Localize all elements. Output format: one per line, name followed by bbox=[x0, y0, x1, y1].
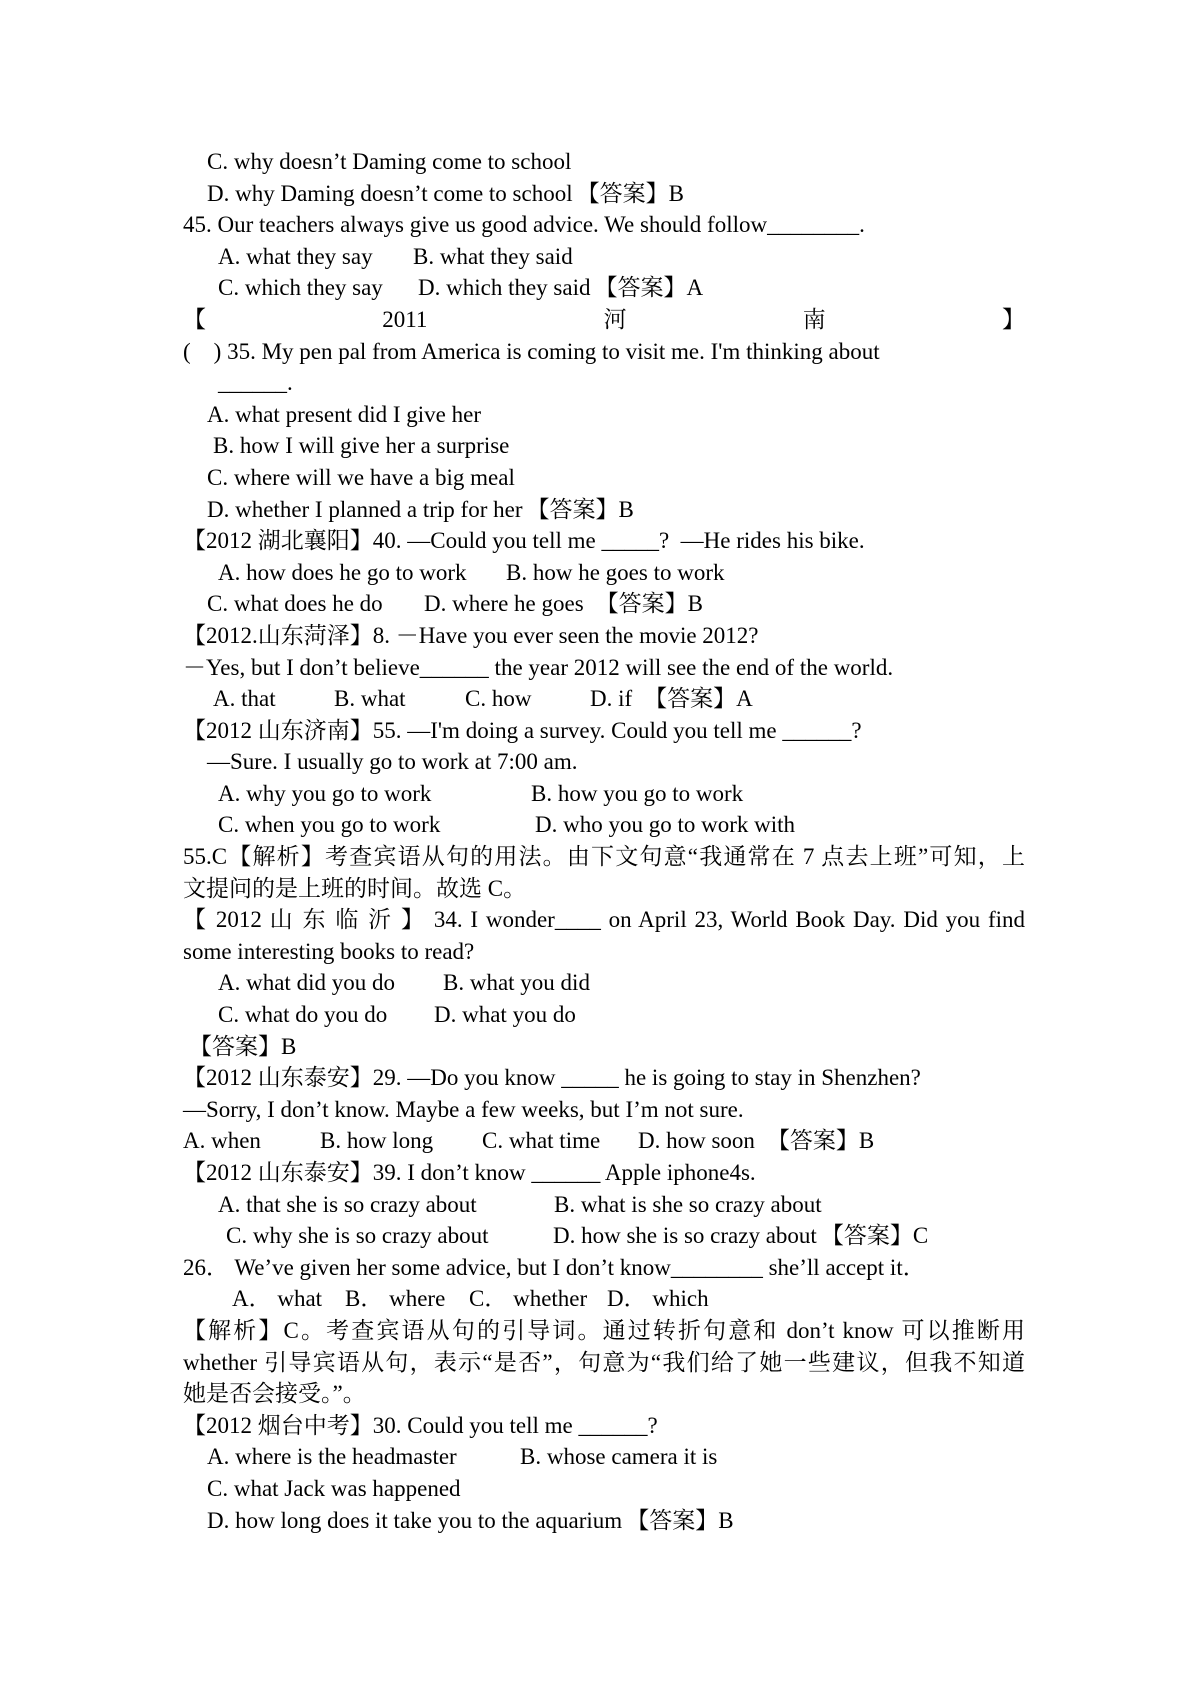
question-stem: 【2012 烟台中考】30. Could you tell me ______? bbox=[183, 1412, 658, 1438]
answer-key: 【答案】A bbox=[644, 686, 753, 712]
question-30-option-row-c bbox=[0, 1473, 1200, 1505]
option-d: D. what you do bbox=[434, 1002, 576, 1028]
dialogue-reply: —Sorry, I don’t know. Maybe a few weeks, but I’m not sure. bbox=[183, 1096, 744, 1122]
option-c: C. where will we have a big meal bbox=[207, 464, 515, 490]
option-c: C． whether bbox=[469, 1286, 588, 1312]
option-b: B. what bbox=[334, 686, 406, 712]
source-year: 2011 bbox=[382, 306, 428, 332]
question-35-option-row-d bbox=[0, 494, 1200, 526]
question-45-stem-row bbox=[0, 209, 1200, 241]
option-d-text: D. if bbox=[590, 686, 633, 712]
question-29-options bbox=[0, 1125, 1200, 1157]
option-d bbox=[207, 494, 634, 526]
dialogue-reply: —Sure. I usually go to work at 7:00 am. bbox=[207, 749, 578, 775]
question-55-stem-row bbox=[0, 715, 1200, 747]
question-34-answer-row bbox=[0, 1031, 1200, 1063]
option-c: C. why she is so crazy about bbox=[226, 1223, 489, 1249]
question-26-stem-row bbox=[0, 1252, 1200, 1284]
question-39-options-ab bbox=[0, 1189, 1200, 1221]
option-d-text: D. where he goes bbox=[424, 591, 584, 617]
option-d bbox=[424, 588, 703, 620]
question-34-stem-row-2 bbox=[0, 936, 1200, 968]
option-d-text: D. how soon bbox=[638, 1128, 755, 1154]
question-30-option-row-d bbox=[0, 1505, 1200, 1537]
option-c: C. what Jack was happened bbox=[207, 1475, 461, 1501]
question-40-stem-row bbox=[0, 525, 1200, 557]
question-29-stem-row bbox=[0, 1062, 1200, 1094]
option-c: C. which they say bbox=[218, 275, 383, 301]
option-c: C. what do you do bbox=[218, 1002, 388, 1028]
option-a: A. where is the headmaster bbox=[207, 1444, 457, 1470]
option-d: D． which bbox=[607, 1286, 709, 1312]
source-label bbox=[183, 304, 1025, 336]
option-d: D. who you go to work with bbox=[535, 812, 796, 838]
answer-key: 【答案】B bbox=[595, 591, 704, 617]
option-c: C. what time bbox=[482, 1128, 601, 1154]
option-c: C. why doesn’t Daming come to school bbox=[207, 149, 572, 174]
option-b: B. whose camera it is bbox=[520, 1444, 718, 1470]
option-b: B. how he goes to work bbox=[506, 559, 725, 585]
option-d bbox=[553, 1220, 928, 1252]
question-45-options-ab bbox=[0, 241, 1200, 273]
question-55-options-cd bbox=[0, 809, 1200, 841]
question-26-analysis-row-2 bbox=[0, 1347, 1200, 1379]
question-26-options bbox=[0, 1283, 1200, 1315]
question-34-options-cd bbox=[0, 999, 1200, 1031]
question-35-option-row-b bbox=[0, 430, 1200, 462]
option-d-text: D. how she is so crazy about bbox=[553, 1223, 817, 1249]
question-34-options-ab bbox=[0, 967, 1200, 999]
dialogue-reply: －Yes, but I don’t believe______ the year 2012 will see the end of the world. bbox=[183, 654, 894, 680]
source-province-char-1: 河 bbox=[603, 306, 627, 332]
option-b: B. how I will give her a surprise bbox=[213, 433, 510, 459]
question-35-source-row bbox=[0, 304, 1200, 336]
option-b: B. what they said bbox=[413, 243, 573, 269]
question-39-stem-row bbox=[0, 1157, 1200, 1189]
question-30-options-ab bbox=[0, 1441, 1200, 1473]
option-d bbox=[207, 178, 684, 210]
question-stem: 【 2012 山 东 临 沂 】 34. I wonder____ on April 23, World Book Day. Did you find bbox=[183, 907, 1025, 933]
question-55-analysis-row-1 bbox=[0, 841, 1200, 873]
option-d-text: D. why Daming doesn’t come to school bbox=[207, 180, 573, 206]
exercise-list bbox=[0, 146, 1200, 1536]
source-bracket-close: 】 bbox=[1001, 306, 1025, 332]
option-c: C. what does he do bbox=[207, 591, 383, 617]
question-35-option-row-c bbox=[0, 462, 1200, 494]
option-b: B. how long bbox=[320, 1128, 434, 1154]
question-34-stem-row bbox=[0, 904, 1200, 936]
question-stem: 45. Our teachers always give us good advice. We should follow________. bbox=[183, 212, 865, 238]
option-c: C. when you go to work bbox=[218, 812, 441, 838]
option-a: A. that bbox=[213, 686, 276, 712]
option-a: A. that she is so crazy about bbox=[218, 1191, 477, 1217]
question-26-analysis-row-3 bbox=[0, 1378, 1200, 1410]
option-d bbox=[638, 1125, 874, 1157]
analysis-text: 文提问的是上班的时间。故选 C。 bbox=[183, 875, 527, 901]
question-8-options bbox=[0, 683, 1200, 715]
question-35-stem-row bbox=[0, 336, 1200, 368]
option-d bbox=[207, 1505, 734, 1537]
question-stem: 【2012 山东泰安】39. I don’t know ______ Apple iphone4s. bbox=[183, 1160, 756, 1185]
option-d bbox=[590, 683, 753, 715]
question-26-analysis-row-1 bbox=[0, 1315, 1200, 1347]
option-d-text: D. whether I planned a trip for her bbox=[207, 496, 523, 522]
answer-key: 【答案】A bbox=[594, 275, 704, 301]
question-8-stem-row bbox=[0, 620, 1200, 652]
question-45-options-cd bbox=[0, 272, 1200, 304]
question-stem: 【2012.山东菏泽】8. －Have you ever seen the movie 2012? bbox=[183, 622, 759, 648]
option-d-text: D. which they said bbox=[418, 275, 591, 301]
answer-key: 【答案】B bbox=[766, 1128, 875, 1154]
question-30-stem-row bbox=[0, 1410, 1200, 1442]
question-40-options-cd bbox=[0, 588, 1200, 620]
analysis-text: 【解析】C。考查宾语从句的引导词。通过转折句意和 don’t know 可以推断用 bbox=[183, 1317, 1025, 1343]
option-c: C. how bbox=[465, 686, 532, 712]
option-d bbox=[418, 272, 703, 304]
option-a: A. what did you do bbox=[218, 970, 395, 996]
answer-key: 【答案】B bbox=[526, 496, 634, 522]
question-stem: 【2012 山东泰安】29. —Do you know _____ he is going to stay in Shenzhen? bbox=[183, 1065, 921, 1091]
answer-key: 【答案】C bbox=[820, 1223, 929, 1249]
question-44-option-row-d bbox=[0, 178, 1200, 210]
analysis-text: whether 引导宾语从句，表示“是否”，句意为“我们给了她一些建议，但我不知道 bbox=[183, 1349, 1025, 1375]
question-39-options-cd bbox=[0, 1220, 1200, 1252]
option-b: B. what is she so crazy about bbox=[554, 1191, 822, 1217]
analysis-text: 她是否会接受。”。 bbox=[183, 1381, 366, 1407]
question-stem: 26． We’ve given her some advice, but I don’t know________ she’ll accept it． bbox=[183, 1254, 926, 1280]
option-d-text: D. how long does it take you to the aquarium bbox=[207, 1507, 623, 1533]
question-40-options-ab bbox=[0, 557, 1200, 589]
answer-blank: ______. bbox=[218, 370, 293, 396]
question-44-option-row-c bbox=[0, 146, 1200, 178]
option-a: A. when bbox=[183, 1128, 261, 1154]
question-55-analysis-row-2 bbox=[0, 873, 1200, 905]
source-bracket-open: 【 bbox=[183, 306, 206, 332]
answer-key: 【答案】B bbox=[189, 1033, 297, 1059]
answer-key: 【答案】B bbox=[576, 180, 684, 206]
analysis-text: 55.C【解析】考查宾语从句的用法。由下文句意“我通常在 7 点去上班”可知，上 bbox=[183, 844, 1025, 870]
question-35-option-row-a bbox=[0, 399, 1200, 431]
option-a: A. why you go to work bbox=[218, 780, 432, 806]
option-a: A. what they say bbox=[218, 243, 373, 269]
option-b: B. how you go to work bbox=[531, 780, 744, 806]
option-a: A. what present did I give her bbox=[207, 401, 482, 427]
question-29-reply-row bbox=[0, 1094, 1200, 1126]
source-province-char-2: 南 bbox=[802, 306, 826, 332]
option-b: B． where bbox=[345, 1286, 446, 1312]
option-b: B. what you did bbox=[443, 970, 590, 996]
question-35-blank-row bbox=[0, 367, 1200, 399]
question-stem: 【2012 山东济南】55. —I'm doing a survey. Could you tell me ______? bbox=[183, 717, 862, 743]
question-stem: 【2012 湖北襄阳】40. —Could you tell me _____? —He rides his bike. bbox=[183, 528, 865, 554]
question-55-reply-row bbox=[0, 746, 1200, 778]
answer-key: 【答案】B bbox=[626, 1507, 734, 1533]
option-a: A. how does he go to work bbox=[218, 559, 467, 585]
question-55-options-ab bbox=[0, 778, 1200, 810]
option-a: A． what bbox=[232, 1286, 323, 1312]
question-stem-continued: some interesting books to read? bbox=[183, 938, 475, 964]
question-stem: ( ) 35. My pen pal from America is coming to visit me. I'm thinking about bbox=[183, 338, 880, 364]
question-8-reply-row bbox=[0, 652, 1200, 684]
